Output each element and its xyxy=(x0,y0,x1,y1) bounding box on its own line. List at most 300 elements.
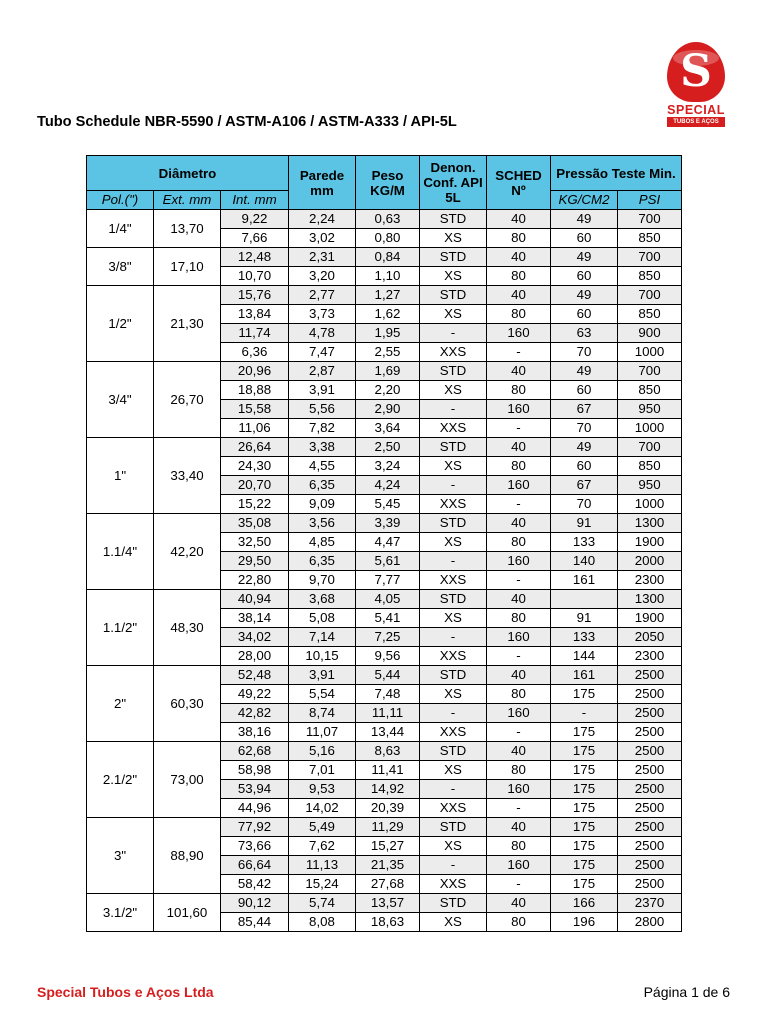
pressure-psi-cell: 2000 xyxy=(618,552,682,571)
schedule-cell: 40 xyxy=(487,666,551,685)
schedule-cell: 80 xyxy=(487,457,551,476)
pressure-psi-cell: 700 xyxy=(618,248,682,267)
pressure-psi-cell: 700 xyxy=(618,286,682,305)
denomination-cell: XXS xyxy=(420,419,487,438)
int-diameter-cell: 6,36 xyxy=(221,343,289,362)
int-diameter-cell: 58,98 xyxy=(221,761,289,780)
table-body xyxy=(87,210,682,932)
schedule-cell: - xyxy=(487,799,551,818)
schedule-cell: - xyxy=(487,647,551,666)
pressure-kg-cell: 60 xyxy=(551,305,618,324)
wall-cell: 5,56 xyxy=(289,400,356,419)
pressure-psi-cell: 2500 xyxy=(618,856,682,875)
schedule-cell: - xyxy=(487,571,551,590)
footer-page-number: Página 1 de 6 xyxy=(643,984,730,1000)
pressure-kg-cell: 175 xyxy=(551,780,618,799)
pressure-psi-cell: 700 xyxy=(618,438,682,457)
weight-cell: 11,41 xyxy=(356,761,420,780)
denomination-cell: XS xyxy=(420,305,487,324)
wall-cell: 8,08 xyxy=(289,913,356,932)
schedule-cell: - xyxy=(487,419,551,438)
wall-cell: 7,47 xyxy=(289,343,356,362)
pol-cell: 3/4" xyxy=(87,362,154,438)
weight-cell: 4,24 xyxy=(356,476,420,495)
pressure-kg-cell: 63 xyxy=(551,324,618,343)
int-diameter-cell: 11,74 xyxy=(221,324,289,343)
pressure-psi-cell: 2050 xyxy=(618,628,682,647)
pressure-kg-cell: 70 xyxy=(551,495,618,514)
pressure-kg-cell: 196 xyxy=(551,913,618,932)
table-row xyxy=(87,666,682,685)
pressure-psi-cell: 2500 xyxy=(618,875,682,894)
wall-cell: 10,15 xyxy=(289,647,356,666)
denomination-cell: - xyxy=(420,628,487,647)
pressure-psi-cell: 700 xyxy=(618,210,682,229)
pressure-kg-cell: - xyxy=(551,704,618,723)
int-diameter-cell: 53,94 xyxy=(221,780,289,799)
pressure-psi-cell: 2500 xyxy=(618,666,682,685)
pressure-psi-cell: 850 xyxy=(618,229,682,248)
logo-brand: SPECIAL xyxy=(667,103,725,117)
denomination-cell: - xyxy=(420,856,487,875)
pressure-kg-cell: 91 xyxy=(551,609,618,628)
weight-cell: 1,95 xyxy=(356,324,420,343)
schedule-cell: 160 xyxy=(487,856,551,875)
pressure-kg-cell: 144 xyxy=(551,647,618,666)
table-row xyxy=(87,514,682,533)
weight-cell: 14,92 xyxy=(356,780,420,799)
denomination-cell: XS xyxy=(420,381,487,400)
denomination-cell: - xyxy=(420,704,487,723)
wall-cell: 5,16 xyxy=(289,742,356,761)
int-diameter-cell: 40,94 xyxy=(221,590,289,609)
weight-cell: 2,20 xyxy=(356,381,420,400)
pol-cell: 3" xyxy=(87,818,154,894)
pol-cell: 1/2" xyxy=(87,286,154,362)
schedule-cell: 40 xyxy=(487,248,551,267)
weight-cell: 5,45 xyxy=(356,495,420,514)
weight-cell: 1,10 xyxy=(356,267,420,286)
pressure-kg-cell: 161 xyxy=(551,666,618,685)
weight-cell: 15,27 xyxy=(356,837,420,856)
denomination-cell: STD xyxy=(420,590,487,609)
pressure-psi-cell: 900 xyxy=(618,324,682,343)
wall-cell: 5,74 xyxy=(289,894,356,913)
denomination-cell: XXS xyxy=(420,723,487,742)
int-diameter-cell: 20,70 xyxy=(221,476,289,495)
int-diameter-cell: 34,02 xyxy=(221,628,289,647)
denomination-cell: XS xyxy=(420,837,487,856)
schedule-cell: 40 xyxy=(487,514,551,533)
denomination-cell: XXS xyxy=(420,875,487,894)
schedule-cell: 80 xyxy=(487,305,551,324)
pressure-kg-cell: 67 xyxy=(551,400,618,419)
pressure-kg-cell: 91 xyxy=(551,514,618,533)
header-kg: KG/CM2 xyxy=(551,191,618,210)
logo-badge xyxy=(667,42,725,102)
footer-company: Special Tubos e Aços Ltda xyxy=(37,984,214,1000)
schedule-cell: 80 xyxy=(487,685,551,704)
int-diameter-cell: 49,22 xyxy=(221,685,289,704)
table-row xyxy=(87,286,682,305)
schedule-cell: 160 xyxy=(487,780,551,799)
weight-cell: 11,11 xyxy=(356,704,420,723)
int-diameter-cell: 38,14 xyxy=(221,609,289,628)
schedule-cell: 40 xyxy=(487,894,551,913)
denomination-cell: STD xyxy=(420,362,487,381)
denomination-cell: XXS xyxy=(420,799,487,818)
table-row xyxy=(87,210,682,229)
int-diameter-cell: 22,80 xyxy=(221,571,289,590)
denomination-cell: XS xyxy=(420,685,487,704)
pressure-kg-cell xyxy=(551,590,618,609)
weight-cell: 3,64 xyxy=(356,419,420,438)
int-diameter-cell: 12,48 xyxy=(221,248,289,267)
denomination-cell: - xyxy=(420,400,487,419)
denomination-cell: XS xyxy=(420,457,487,476)
pressure-kg-cell: 175 xyxy=(551,761,618,780)
int-diameter-cell: 10,70 xyxy=(221,267,289,286)
document-title: Tubo Schedule NBR-5590 / ASTM-A106 / ASTM-A333 / API-5L xyxy=(37,114,457,130)
int-diameter-cell: 90,12 xyxy=(221,894,289,913)
weight-cell: 1,62 xyxy=(356,305,420,324)
pressure-psi-cell: 850 xyxy=(618,381,682,400)
int-diameter-cell: 85,44 xyxy=(221,913,289,932)
int-diameter-cell: 77,92 xyxy=(221,818,289,837)
schedule-cell: 80 xyxy=(487,609,551,628)
pressure-psi-cell: 950 xyxy=(618,476,682,495)
pressure-kg-cell: 60 xyxy=(551,457,618,476)
pol-cell: 1/4" xyxy=(87,210,154,248)
pol-cell: 1" xyxy=(87,438,154,514)
schedule-cell: 40 xyxy=(487,210,551,229)
pressure-kg-cell: 49 xyxy=(551,438,618,457)
int-diameter-cell: 58,42 xyxy=(221,875,289,894)
wall-cell: 2,24 xyxy=(289,210,356,229)
schedule-cell: 80 xyxy=(487,229,551,248)
pressure-kg-cell: 175 xyxy=(551,742,618,761)
int-diameter-cell: 15,58 xyxy=(221,400,289,419)
ext-diameter-cell: 60,30 xyxy=(154,666,221,742)
denomination-cell: XS xyxy=(420,913,487,932)
denomination-cell: STD xyxy=(420,514,487,533)
wall-cell: 5,08 xyxy=(289,609,356,628)
weight-cell: 9,56 xyxy=(356,647,420,666)
schedule-cell: 160 xyxy=(487,628,551,647)
pressure-kg-cell: 49 xyxy=(551,248,618,267)
pressure-psi-cell: 1900 xyxy=(618,533,682,552)
header-row-main xyxy=(87,156,682,191)
schedule-cell: 80 xyxy=(487,761,551,780)
wall-cell: 3,56 xyxy=(289,514,356,533)
pressure-kg-cell: 140 xyxy=(551,552,618,571)
schedule-cell: 40 xyxy=(487,438,551,457)
pol-cell: 1.1/4" xyxy=(87,514,154,590)
weight-cell: 2,90 xyxy=(356,400,420,419)
weight-cell: 1,69 xyxy=(356,362,420,381)
int-diameter-cell: 9,22 xyxy=(221,210,289,229)
int-diameter-cell: 66,64 xyxy=(221,856,289,875)
pressure-psi-cell: 700 xyxy=(618,362,682,381)
wall-cell: 8,74 xyxy=(289,704,356,723)
weight-cell: 5,44 xyxy=(356,666,420,685)
pressure-kg-cell: 133 xyxy=(551,533,618,552)
schedule-cell: 80 xyxy=(487,381,551,400)
schedule-cell: 40 xyxy=(487,286,551,305)
pressure-kg-cell: 161 xyxy=(551,571,618,590)
denomination-cell: STD xyxy=(420,666,487,685)
denomination-cell: STD xyxy=(420,742,487,761)
wall-cell: 2,31 xyxy=(289,248,356,267)
wall-cell: 3,02 xyxy=(289,229,356,248)
header-denon: Denon. Conf. API 5L xyxy=(420,156,487,210)
wall-cell: 9,09 xyxy=(289,495,356,514)
schedule-cell: 40 xyxy=(487,818,551,837)
denomination-cell: STD xyxy=(420,286,487,305)
wall-cell: 2,87 xyxy=(289,362,356,381)
table-row xyxy=(87,818,682,837)
company-logo xyxy=(664,40,728,130)
pressure-psi-cell: 1000 xyxy=(618,343,682,362)
pol-cell: 2" xyxy=(87,666,154,742)
denomination-cell: STD xyxy=(420,248,487,267)
pressure-psi-cell: 2500 xyxy=(618,704,682,723)
wall-cell: 14,02 xyxy=(289,799,356,818)
int-diameter-cell: 26,64 xyxy=(221,438,289,457)
header-sched: SCHED Nº xyxy=(487,156,551,210)
wall-cell: 3,73 xyxy=(289,305,356,324)
denomination-cell: - xyxy=(420,476,487,495)
header-int: Int. mm xyxy=(221,191,289,210)
denomination-cell: XXS xyxy=(420,495,487,514)
weight-cell: 5,61 xyxy=(356,552,420,571)
wall-cell: 3,91 xyxy=(289,666,356,685)
weight-cell: 18,63 xyxy=(356,913,420,932)
weight-cell: 11,29 xyxy=(356,818,420,837)
weight-cell: 13,44 xyxy=(356,723,420,742)
int-diameter-cell: 20,96 xyxy=(221,362,289,381)
logo-tagline: TUBOS E AÇOS xyxy=(667,117,725,127)
int-diameter-cell: 73,66 xyxy=(221,837,289,856)
int-diameter-cell: 24,30 xyxy=(221,457,289,476)
schedule-table xyxy=(86,155,682,932)
pol-cell: 1.1/2" xyxy=(87,590,154,666)
pressure-kg-cell: 175 xyxy=(551,685,618,704)
pressure-kg-cell: 60 xyxy=(551,229,618,248)
wall-cell: 3,91 xyxy=(289,381,356,400)
weight-cell: 13,57 xyxy=(356,894,420,913)
ext-diameter-cell: 17,10 xyxy=(154,248,221,286)
pressure-psi-cell: 1300 xyxy=(618,590,682,609)
schedule-cell: 80 xyxy=(487,533,551,552)
ext-diameter-cell: 33,40 xyxy=(154,438,221,514)
wall-cell: 5,49 xyxy=(289,818,356,837)
wall-cell: 3,68 xyxy=(289,590,356,609)
pressure-kg-cell: 49 xyxy=(551,210,618,229)
table-row xyxy=(87,438,682,457)
schedule-cell: 160 xyxy=(487,704,551,723)
pressure-kg-cell: 70 xyxy=(551,419,618,438)
table-row xyxy=(87,894,682,913)
denomination-cell: XS xyxy=(420,533,487,552)
weight-cell: 5,41 xyxy=(356,609,420,628)
weight-cell: 27,68 xyxy=(356,875,420,894)
weight-cell: 7,77 xyxy=(356,571,420,590)
pressure-psi-cell: 2500 xyxy=(618,780,682,799)
pressure-psi-cell: 1000 xyxy=(618,419,682,438)
wall-cell: 9,53 xyxy=(289,780,356,799)
wall-cell: 6,35 xyxy=(289,476,356,495)
pressure-kg-cell: 166 xyxy=(551,894,618,913)
pressure-psi-cell: 1900 xyxy=(618,609,682,628)
denomination-cell: XS xyxy=(420,609,487,628)
header-parede: Parede mm xyxy=(289,156,356,210)
pressure-psi-cell: 2500 xyxy=(618,685,682,704)
ext-diameter-cell: 73,00 xyxy=(154,742,221,818)
header-diametro: Diâmetro xyxy=(87,156,289,191)
pressure-psi-cell: 950 xyxy=(618,400,682,419)
header-peso: Peso KG/M xyxy=(356,156,420,210)
pressure-kg-cell: 70 xyxy=(551,343,618,362)
pressure-psi-cell: 2500 xyxy=(618,742,682,761)
weight-cell: 3,24 xyxy=(356,457,420,476)
denomination-cell: XS xyxy=(420,761,487,780)
wall-cell: 7,62 xyxy=(289,837,356,856)
int-diameter-cell: 11,06 xyxy=(221,419,289,438)
pressure-psi-cell: 2500 xyxy=(618,761,682,780)
pressure-psi-cell: 1300 xyxy=(618,514,682,533)
pressure-psi-cell: 850 xyxy=(618,305,682,324)
denomination-cell: XXS xyxy=(420,571,487,590)
weight-cell: 7,48 xyxy=(356,685,420,704)
schedule-cell: 160 xyxy=(487,476,551,495)
weight-cell: 7,25 xyxy=(356,628,420,647)
weight-cell: 21,35 xyxy=(356,856,420,875)
schedule-cell: - xyxy=(487,343,551,362)
weight-cell: 2,55 xyxy=(356,343,420,362)
schedule-cell: 80 xyxy=(487,267,551,286)
pressure-kg-cell: 49 xyxy=(551,286,618,305)
int-diameter-cell: 32,50 xyxy=(221,533,289,552)
weight-cell: 3,39 xyxy=(356,514,420,533)
pressure-kg-cell: 175 xyxy=(551,723,618,742)
weight-cell: 0,63 xyxy=(356,210,420,229)
schedule-cell: 160 xyxy=(487,400,551,419)
pressure-kg-cell: 133 xyxy=(551,628,618,647)
wall-cell: 4,85 xyxy=(289,533,356,552)
wall-cell: 9,70 xyxy=(289,571,356,590)
wall-cell: 7,01 xyxy=(289,761,356,780)
denomination-cell: STD xyxy=(420,894,487,913)
denomination-cell: - xyxy=(420,552,487,571)
table-row xyxy=(87,362,682,381)
wall-cell: 15,24 xyxy=(289,875,356,894)
wall-cell: 11,13 xyxy=(289,856,356,875)
int-diameter-cell: 13,84 xyxy=(221,305,289,324)
pressure-kg-cell: 175 xyxy=(551,837,618,856)
int-diameter-cell: 28,00 xyxy=(221,647,289,666)
pressure-psi-cell: 2500 xyxy=(618,723,682,742)
pressure-psi-cell: 850 xyxy=(618,457,682,476)
schedule-cell: 80 xyxy=(487,837,551,856)
schedule-cell: 80 xyxy=(487,913,551,932)
pressure-psi-cell: 2800 xyxy=(618,913,682,932)
schedule-cell: 160 xyxy=(487,324,551,343)
weight-cell: 20,39 xyxy=(356,799,420,818)
denomination-cell: STD xyxy=(420,438,487,457)
table-row xyxy=(87,248,682,267)
int-diameter-cell: 18,88 xyxy=(221,381,289,400)
schedule-cell: 40 xyxy=(487,362,551,381)
wall-cell: 2,77 xyxy=(289,286,356,305)
pressure-psi-cell: 2300 xyxy=(618,571,682,590)
weight-cell: 8,63 xyxy=(356,742,420,761)
ext-diameter-cell: 26,70 xyxy=(154,362,221,438)
denomination-cell: - xyxy=(420,780,487,799)
denomination-cell: STD xyxy=(420,210,487,229)
weight-cell: 1,27 xyxy=(356,286,420,305)
wall-cell: 4,55 xyxy=(289,457,356,476)
ext-diameter-cell: 101,60 xyxy=(154,894,221,932)
schedule-cell: 40 xyxy=(487,742,551,761)
weight-cell: 4,05 xyxy=(356,590,420,609)
pressure-kg-cell: 49 xyxy=(551,362,618,381)
schedule-cell: 160 xyxy=(487,552,551,571)
ext-diameter-cell: 42,20 xyxy=(154,514,221,590)
pressure-kg-cell: 175 xyxy=(551,875,618,894)
int-diameter-cell: 44,96 xyxy=(221,799,289,818)
pressure-psi-cell: 850 xyxy=(618,267,682,286)
wall-cell: 3,20 xyxy=(289,267,356,286)
header-psi: PSI xyxy=(618,191,682,210)
denomination-cell: XS xyxy=(420,267,487,286)
denomination-cell: XXS xyxy=(420,647,487,666)
pressure-kg-cell: 60 xyxy=(551,381,618,400)
weight-cell: 2,50 xyxy=(356,438,420,457)
ext-diameter-cell: 21,30 xyxy=(154,286,221,362)
schedule-cell: 40 xyxy=(487,590,551,609)
ext-diameter-cell: 48,30 xyxy=(154,590,221,666)
wall-cell: 7,14 xyxy=(289,628,356,647)
wall-cell: 11,07 xyxy=(289,723,356,742)
int-diameter-cell: 35,08 xyxy=(221,514,289,533)
int-diameter-cell: 38,16 xyxy=(221,723,289,742)
denomination-cell: XS xyxy=(420,229,487,248)
pol-cell: 3/8" xyxy=(87,248,154,286)
wall-cell: 5,54 xyxy=(289,685,356,704)
logo-mark: S xyxy=(680,46,712,97)
pressure-kg-cell: 175 xyxy=(551,856,618,875)
denomination-cell: STD xyxy=(420,818,487,837)
int-diameter-cell: 15,76 xyxy=(221,286,289,305)
table-row xyxy=(87,742,682,761)
weight-cell: 0,80 xyxy=(356,229,420,248)
ext-diameter-cell: 13,70 xyxy=(154,210,221,248)
pressure-psi-cell: 2500 xyxy=(618,837,682,856)
pressure-kg-cell: 175 xyxy=(551,799,618,818)
weight-cell: 4,47 xyxy=(356,533,420,552)
int-diameter-cell: 29,50 xyxy=(221,552,289,571)
header-pressao: Pressão Teste Min. xyxy=(551,156,682,191)
pressure-psi-cell: 2500 xyxy=(618,818,682,837)
wall-cell: 6,35 xyxy=(289,552,356,571)
pol-cell: 3.1/2" xyxy=(87,894,154,932)
table-row xyxy=(87,590,682,609)
int-diameter-cell: 15,22 xyxy=(221,495,289,514)
pressure-psi-cell: 2300 xyxy=(618,647,682,666)
pol-cell: 2.1/2" xyxy=(87,742,154,818)
pressure-kg-cell: 175 xyxy=(551,818,618,837)
